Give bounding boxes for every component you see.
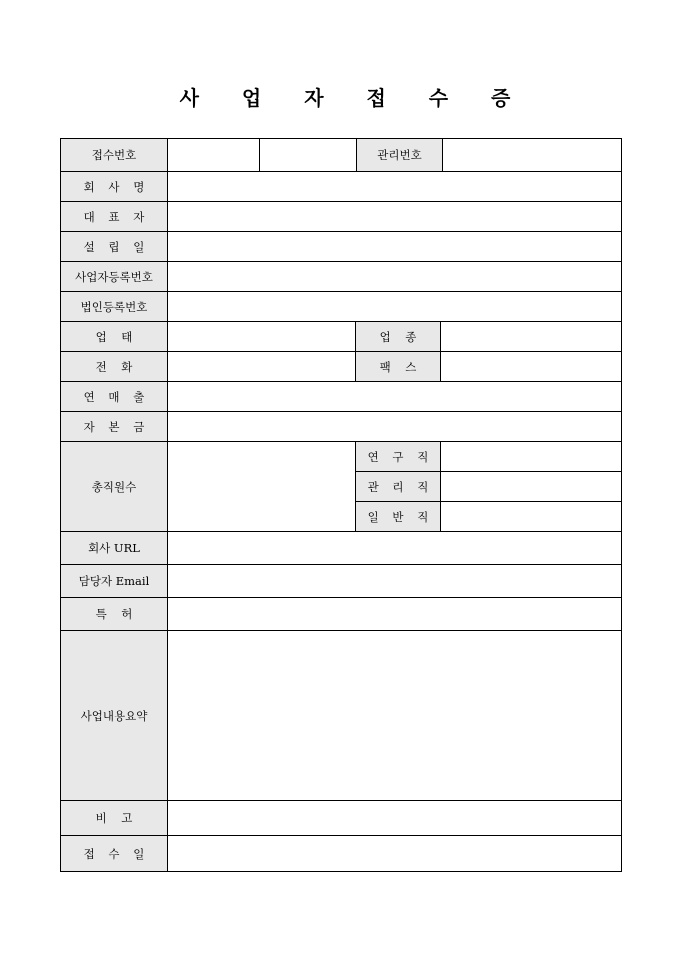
manage-no-field[interactable] [443, 139, 622, 171]
biz-reg-no-label: 사업자등록번호 [61, 262, 168, 291]
general-field[interactable] [441, 502, 622, 531]
row-remarks [61, 801, 622, 836]
row-receipt-date [61, 836, 622, 872]
receipt-date-label: 접 수 일 [61, 836, 168, 871]
biz-item-field[interactable] [441, 322, 622, 351]
research-label: 연 구 직 [356, 442, 441, 472]
employees-total-field[interactable] [168, 442, 356, 531]
admin-field[interactable] [441, 472, 622, 502]
fax-label: 팩 스 [356, 352, 441, 381]
phone-label: 전 화 [61, 352, 168, 381]
receipt-form [60, 138, 622, 872]
row-url [61, 532, 622, 565]
row-sales [61, 382, 622, 412]
patent-label: 특 허 [61, 598, 168, 630]
admin-label: 관 리 직 [356, 472, 441, 502]
biz-item-label: 업 종 [356, 322, 441, 351]
row-receipt-number [61, 139, 622, 172]
ceo-label: 대 표 자 [61, 202, 168, 231]
row-capital [61, 412, 622, 442]
row-founded [61, 232, 622, 262]
row-ceo [61, 202, 622, 232]
company-name-label: 회 사 명 [61, 172, 168, 201]
url-label: 회사 URL [61, 532, 168, 564]
row-corp-reg-no [61, 292, 622, 322]
employee-category-fields [441, 442, 622, 531]
email-field[interactable] [168, 565, 622, 597]
phone-field[interactable] [168, 352, 356, 381]
patent-field[interactable] [168, 598, 622, 630]
remarks-field[interactable] [168, 801, 622, 835]
capital-field[interactable] [168, 412, 622, 441]
row-patent [61, 598, 622, 631]
research-field[interactable] [441, 442, 622, 472]
biz-type-field[interactable] [168, 322, 356, 351]
page-title: 사 업 자 접 수 증 [179, 86, 529, 110]
sales-label: 연 매 출 [61, 382, 168, 411]
receipt-no-field-b[interactable] [260, 139, 357, 171]
sales-field[interactable] [168, 382, 622, 411]
row-phone [61, 352, 622, 382]
general-label: 일 반 직 [356, 502, 441, 531]
founded-field[interactable] [168, 232, 622, 261]
fax-field[interactable] [441, 352, 622, 381]
summary-label: 사업내용요약 [61, 631, 168, 800]
biz-type-label: 업 태 [61, 322, 168, 351]
row-employees [61, 442, 622, 532]
row-biz-type [61, 322, 622, 352]
row-company-name [61, 172, 622, 202]
company-name-field[interactable] [168, 172, 622, 201]
receipt-no-field-a[interactable] [168, 139, 260, 171]
employee-category-labels [356, 442, 441, 531]
manage-no-label: 관리번호 [357, 139, 443, 171]
url-field[interactable] [168, 532, 622, 564]
corp-reg-no-label: 법인등록번호 [61, 292, 168, 321]
row-summary [61, 631, 622, 801]
capital-label: 자 본 금 [61, 412, 168, 441]
employees-label: 총직원수 [61, 442, 168, 531]
row-biz-reg-no [61, 262, 622, 292]
summary-field[interactable] [168, 631, 622, 800]
receipt-no-label: 접수번호 [61, 139, 168, 171]
email-label: 담당자 Email [61, 565, 168, 597]
row-email [61, 565, 622, 598]
remarks-label: 비 고 [61, 801, 168, 835]
biz-reg-no-field[interactable] [168, 262, 622, 291]
founded-label: 설 립 일 [61, 232, 168, 261]
receipt-date-field[interactable] [168, 836, 622, 871]
ceo-field[interactable] [168, 202, 622, 231]
corp-reg-no-field[interactable] [168, 292, 622, 321]
